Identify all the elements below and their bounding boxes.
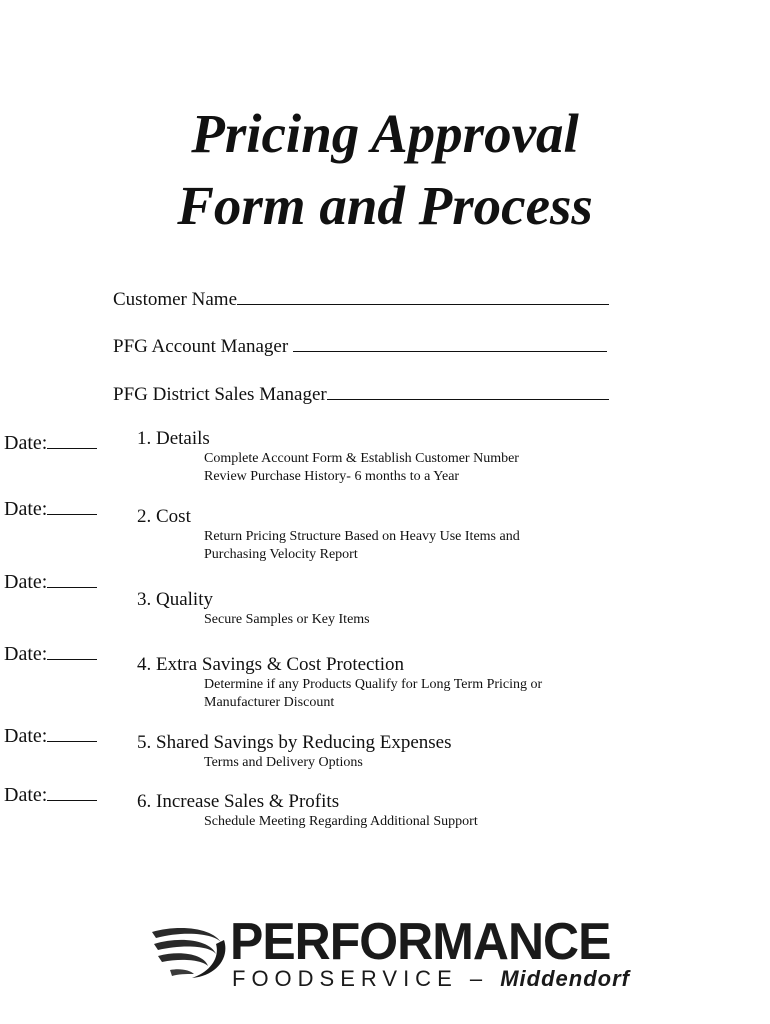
step-description: Review Purchase History- 6 months to a Year <box>204 469 460 484</box>
step-details <box>137 428 519 486</box>
step-title: 5. Shared Savings by Reducing Expenses <box>137 732 452 753</box>
step-description: Complete Account Form & Establish Customer Number <box>204 451 519 466</box>
step-title: 4. Extra Savings & Cost Protection <box>137 654 405 675</box>
logo-location: Middendorf <box>500 966 630 991</box>
date-field-4[interactable] <box>4 642 97 665</box>
form-title-line-1: Pricing Approval <box>191 103 579 164</box>
step-description: Purchasing Velocity Report <box>204 547 358 562</box>
step-description: Terms and Delivery Options <box>204 755 363 770</box>
step-quality <box>137 589 370 629</box>
date-blank[interactable] <box>47 431 97 449</box>
date-field-3[interactable] <box>4 570 97 593</box>
logo-wordmark: PERFORMANCE <box>230 913 611 971</box>
step-title: 2. Cost <box>137 506 191 527</box>
date-field-1[interactable] <box>4 431 97 454</box>
date-label: Date: <box>4 643 48 665</box>
step-title: 1. Details <box>137 428 210 449</box>
account-manager-label: PFG Account Manager <box>113 336 293 357</box>
step-description: Secure Samples or Key Items <box>204 612 370 627</box>
district-sales-manager-label: PFG District Sales Manager <box>113 384 327 405</box>
date-field-5[interactable] <box>4 724 97 747</box>
swoosh-logo-icon <box>150 922 226 988</box>
step-increase-sales <box>137 791 478 831</box>
step-title: 3. Quality <box>137 589 213 610</box>
step-shared-savings <box>137 732 452 772</box>
step-description: Return Pricing Structure Based on Heavy Use Items and <box>204 529 520 544</box>
step-description: Schedule Meeting Regarding Additional Support <box>204 814 478 829</box>
date-blank[interactable] <box>47 497 97 515</box>
customer-name-label: Customer Name <box>113 289 238 310</box>
customer-name-blank[interactable] <box>237 286 609 305</box>
account-manager-blank[interactable] <box>293 333 607 352</box>
logo-subline <box>232 968 630 990</box>
step-description: Manufacturer Discount <box>204 695 335 710</box>
date-field-2[interactable] <box>4 497 97 520</box>
date-blank[interactable] <box>47 570 97 588</box>
date-blank[interactable] <box>47 783 97 801</box>
company-logo <box>150 913 650 998</box>
district-sales-manager-field[interactable] <box>113 381 609 406</box>
date-label: Date: <box>4 784 48 806</box>
date-label: Date: <box>4 725 48 747</box>
step-extra-savings <box>137 654 542 712</box>
step-title: 6. Increase Sales & Profits <box>137 791 340 812</box>
account-manager-field[interactable] <box>113 333 607 358</box>
date-blank[interactable] <box>47 642 97 660</box>
date-field-6[interactable] <box>4 783 97 806</box>
date-label: Date: <box>4 498 48 520</box>
form-title-line-2: Form and Process <box>177 175 593 236</box>
date-label: Date: <box>4 571 48 593</box>
district-sales-manager-blank[interactable] <box>327 381 609 400</box>
date-label: Date: <box>4 432 48 454</box>
step-cost <box>137 506 520 564</box>
step-description: Determine if any Products Qualify for Long Term Pricing or <box>204 677 543 692</box>
customer-name-field[interactable] <box>113 286 609 311</box>
logo-subline-text: FOODSERVICE – <box>232 966 501 991</box>
date-blank[interactable] <box>47 724 97 742</box>
